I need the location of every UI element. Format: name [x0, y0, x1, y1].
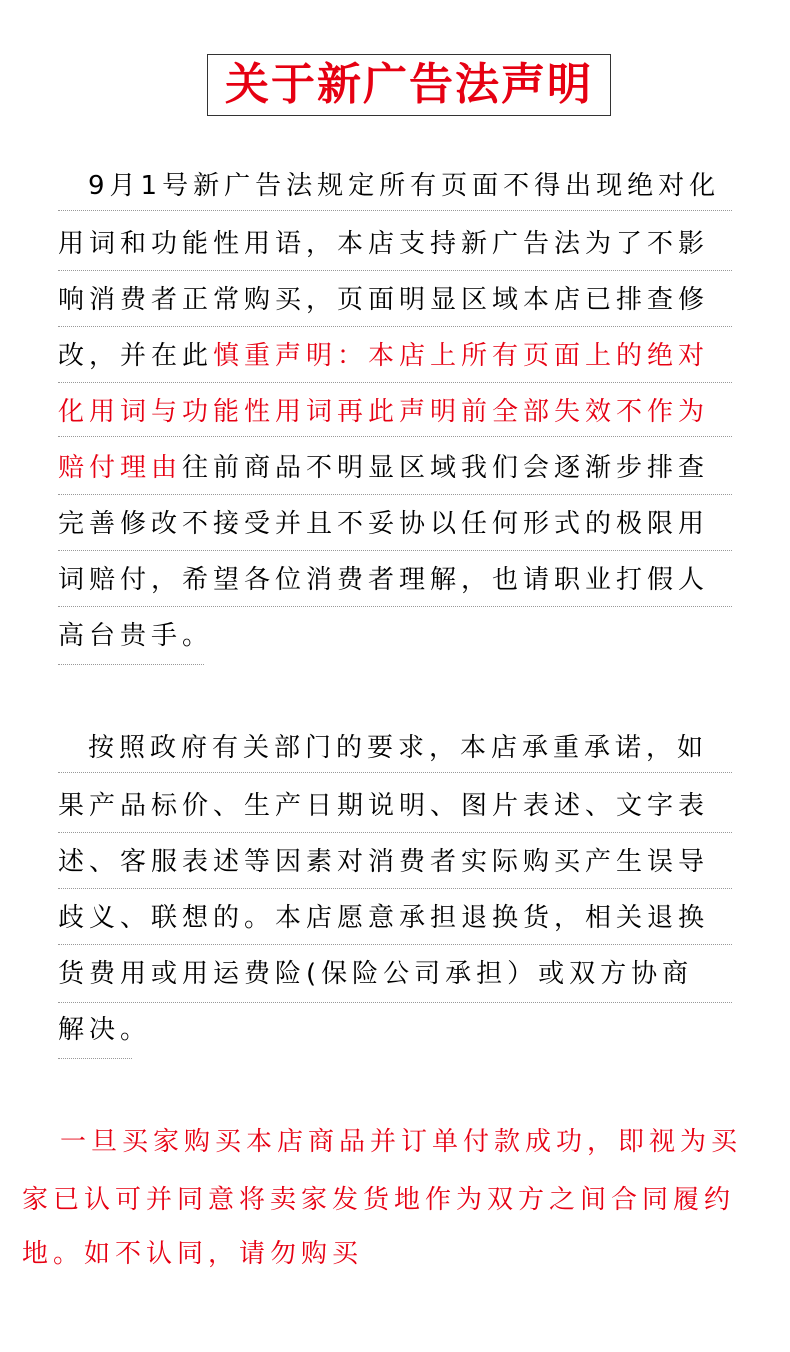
dotted-rule [58, 210, 732, 211]
section1-line-8: 词赔付，希望各位消费者理解，也请职业打假人 [58, 565, 710, 595]
section2-line-2: 果产品标价、生产日期说明、图片表述、文字表 [58, 791, 710, 821]
section1-line-9: 高台贵手。 [58, 621, 214, 651]
section2-line-1: 按照政府有关部门的要求，本店承重承诺，如 [88, 733, 709, 763]
section2-line-5: 货费用或用运费险(保险公司承担）或双方协商 [58, 959, 694, 989]
dotted-rule [58, 494, 732, 495]
dotted-rule [58, 944, 732, 945]
dotted-rule [58, 270, 732, 271]
dotted-rule [58, 1058, 132, 1059]
purchase-notice-line-1: 一旦买家购买本店商品并订单付款成功，即视为买 [60, 1127, 743, 1157]
section1-line-1: 9月1号新广告法规定所有页面不得出现绝对化 [88, 171, 721, 201]
dotted-rule [58, 664, 204, 665]
section1-line-2: 用词和功能性用语，本店支持新广告法为了不影 [58, 229, 710, 259]
dotted-rule [58, 326, 732, 327]
dotted-rule [58, 832, 732, 833]
statement-highlight-end: 赔付理由 [58, 453, 183, 483]
page-title: 关于新广告法声明 [207, 54, 611, 116]
dotted-rule [58, 550, 732, 551]
dotted-rule [58, 382, 732, 383]
section2-line-3: 述、客服表述等因素对消费者实际购买产生误导 [58, 847, 710, 877]
section1-line-4-text: 改，并在此 [58, 341, 214, 371]
statement-highlight-start: 慎重声明：本店上所有页面上的绝对 [213, 341, 710, 371]
section2-line-6: 解决。 [58, 1015, 152, 1045]
dotted-rule [58, 772, 732, 773]
dotted-rule [58, 888, 732, 889]
section1-line-6-text: 往前商品不明显区域我们会逐渐步排查 [182, 453, 710, 483]
statement-highlight-middle: 化用词与功能性用词再此声明前全部失效不作为 [58, 397, 710, 427]
dotted-rule [58, 436, 732, 437]
section1-line-7: 完善修改不接受并且不妥协以任何形式的极限用 [58, 509, 710, 539]
purchase-notice-line-2: 家已认可并同意将卖家发货地作为双方之间合同履约 [22, 1185, 736, 1215]
section1-line-6 [58, 440, 732, 496]
section1-line-4 [58, 328, 732, 384]
section2-line-4: 歧义、联想的。本店愿意承担退换货，相关退换 [58, 903, 710, 933]
section1-line-3: 响消费者正常购买，页面明显区域本店已排查修 [58, 285, 710, 315]
purchase-notice-line-3: 地。如不认同，请勿购买 [22, 1239, 364, 1269]
dotted-rule [58, 606, 732, 607]
